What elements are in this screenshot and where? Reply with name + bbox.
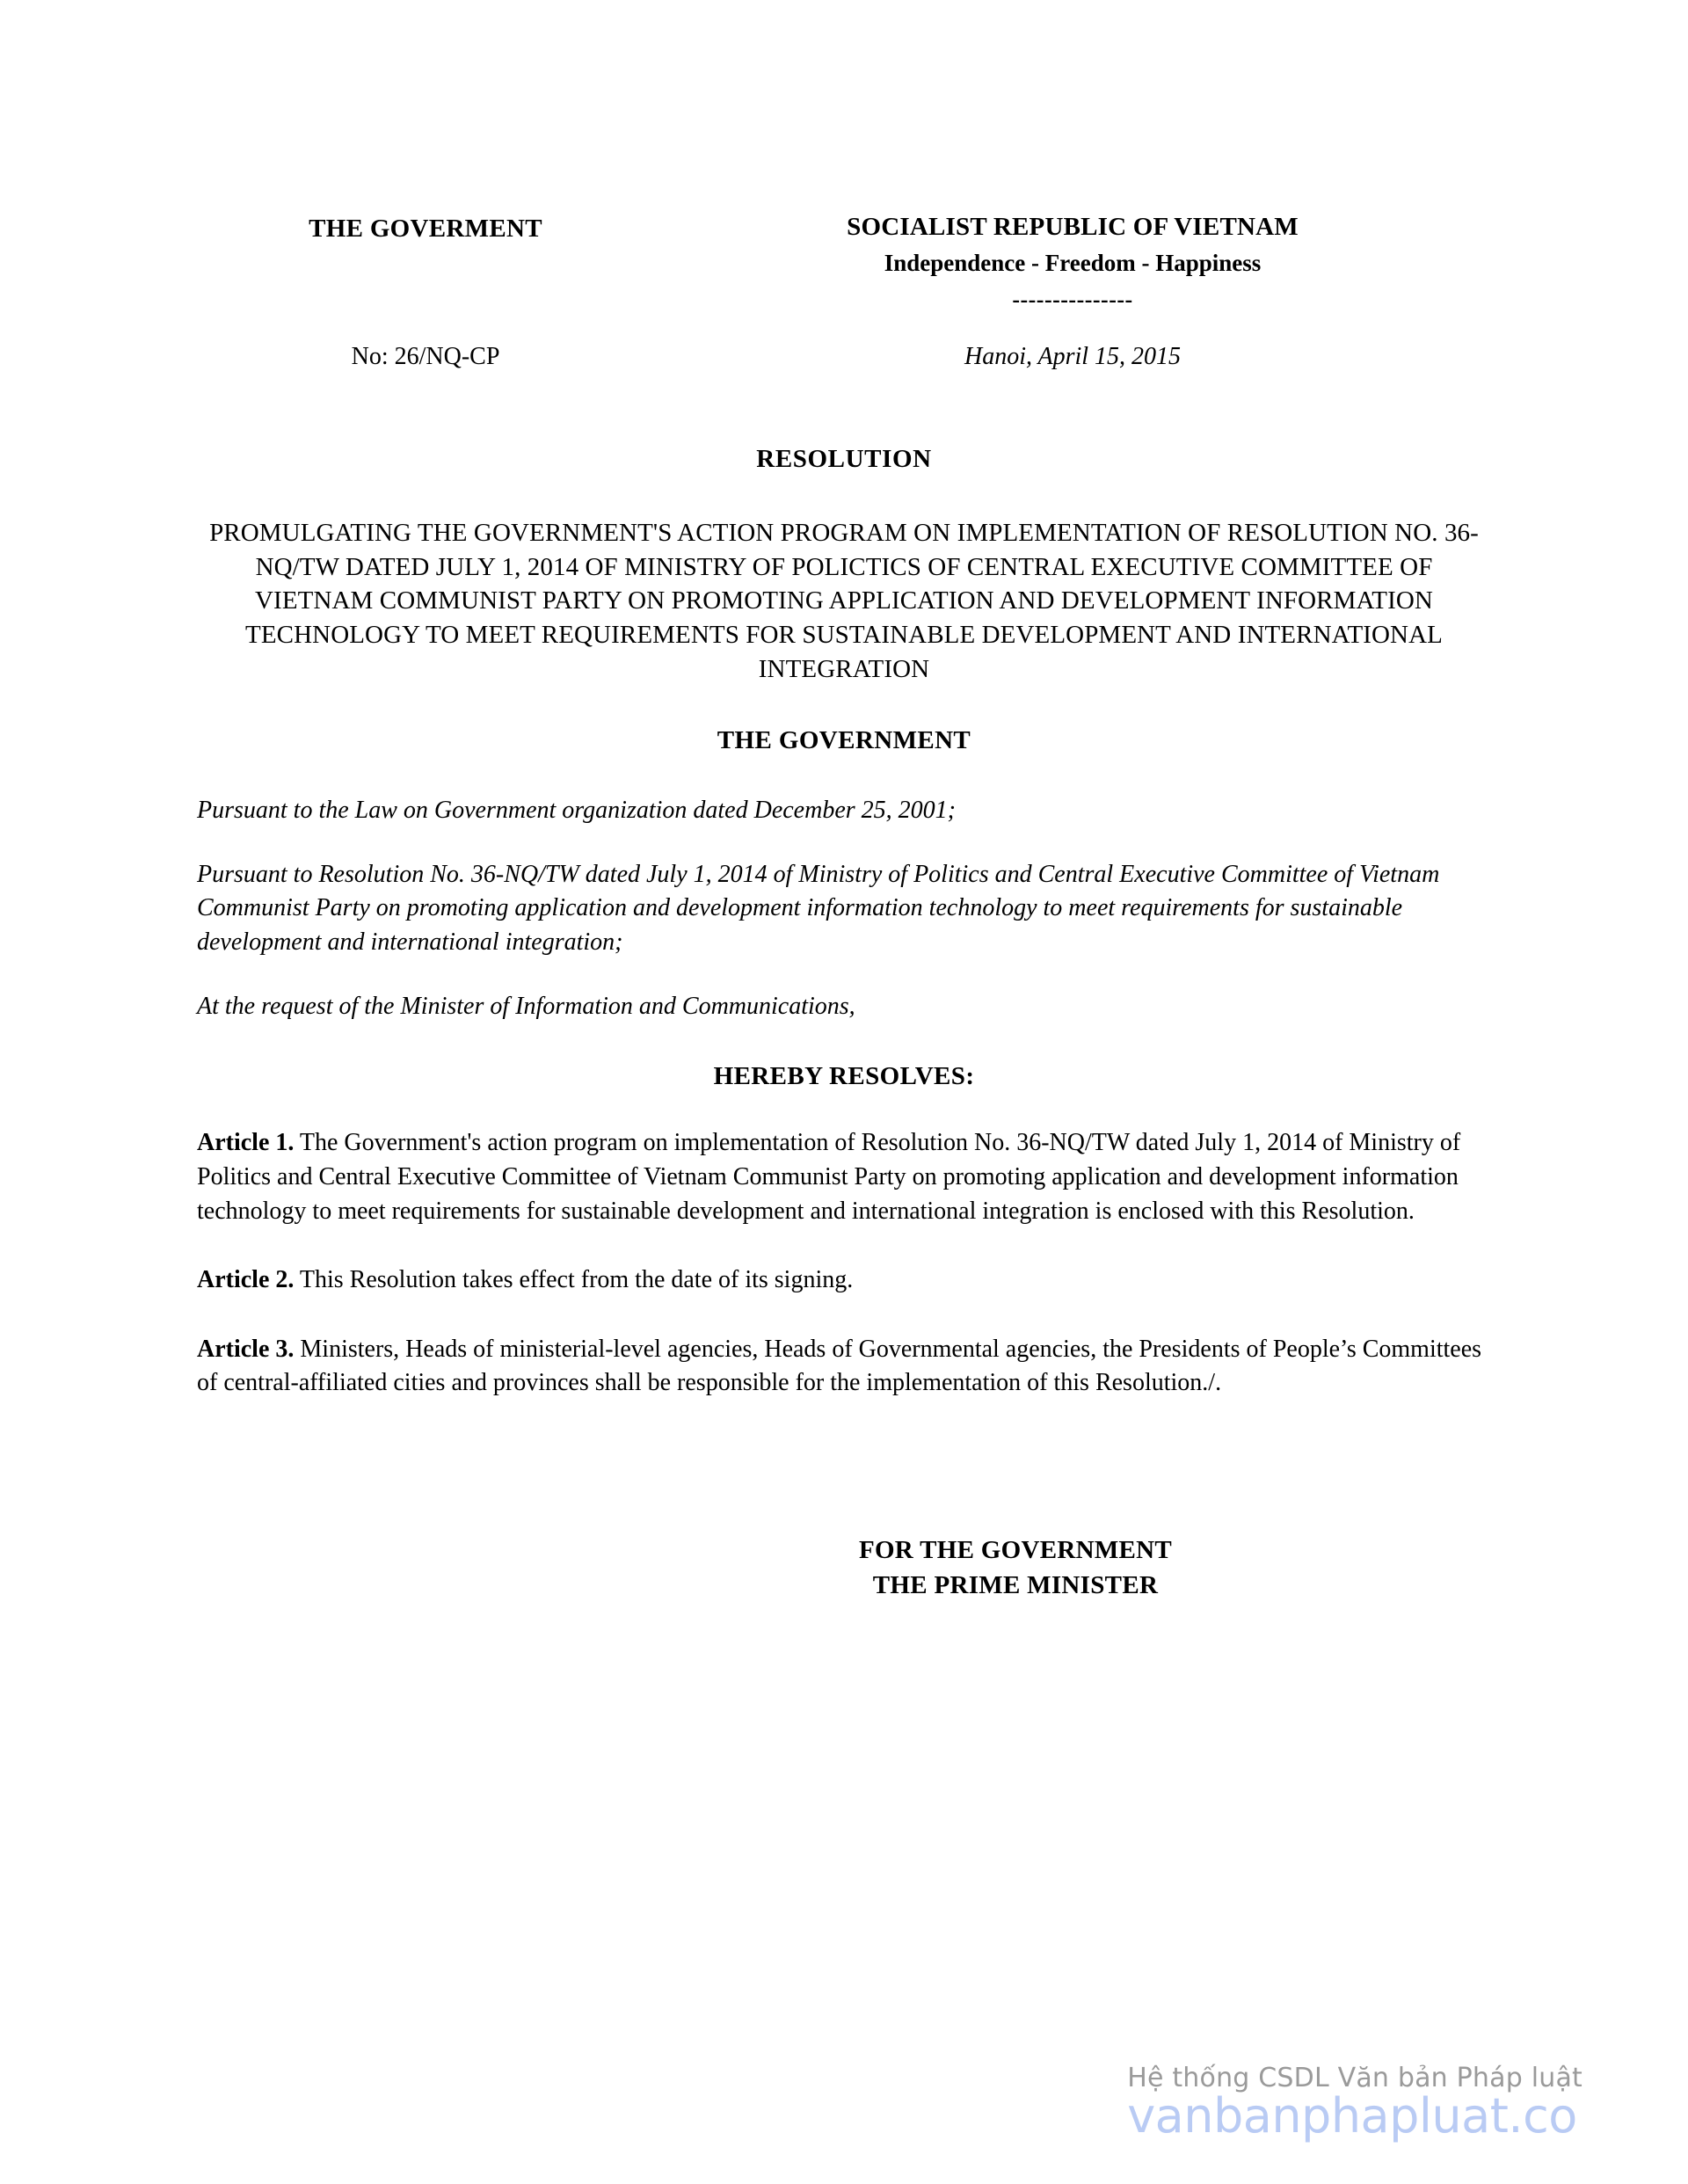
issuer-heading: THE GOVERNMENT xyxy=(717,726,971,755)
article-3 xyxy=(197,1333,1491,1401)
signature-block xyxy=(540,1532,1491,1603)
article-1 xyxy=(197,1126,1491,1228)
article-1-text: The Government's action program on implementation of Resolution No. 36-NQ/TW dated July 1, 2014 of Ministry of Politics and Central Executive Committee of Vietnam Communist Party on promoting application and development information technology to meet requirements for sustainable development and international integration is enclosed with this Resolution. xyxy=(197,1129,1461,1225)
article-3-text: Ministers, Heads of ministerial-level agencies, Heads of Governmental agencies, the Presidents of People’s Committees of central-affiliated cities and provinces shall be responsible for the implementation of this Resolution./. xyxy=(197,1335,1482,1397)
article-2-label: Article 2. xyxy=(197,1266,295,1294)
signature-line-1: FOR THE GOVERNMENT xyxy=(858,1536,1173,1565)
place-and-date: Hanoi, April 15, 2015 xyxy=(964,342,1182,370)
masthead-left-block xyxy=(197,211,654,244)
dashed-separator: --------------- xyxy=(1012,287,1133,313)
preamble-paragraph-1: Pursuant to the Law on Government organization dated December 25, 2001; xyxy=(197,797,956,825)
preamble-paragraph-3: At the request of the Minister of Information and Communications, xyxy=(197,992,855,1020)
masthead xyxy=(197,211,1491,313)
national-motto: Independence - Freedom - Happiness xyxy=(884,250,1262,277)
preamble-paragraph-2: Pursuant to Resolution No. 36-NQ/TW dated July 1, 2014 of Ministry of Politics and Central Executive Committee of Vietnam Communist Party on promoting application and development information technology to meet requirements for sustainable development and international integration; xyxy=(197,860,1440,957)
masthead-right-block xyxy=(654,211,1491,313)
watermark-domain: vanbanphapluat.co xyxy=(1127,2088,1577,2144)
document-number: No: 26/NQ-CP xyxy=(351,342,500,370)
signature-line-2: THE PRIME MINISTER xyxy=(872,1571,1159,1600)
article-1-label: Article 1. xyxy=(197,1129,295,1157)
site-watermark xyxy=(1127,2064,1582,2142)
article-2-text: This Resolution takes effect from the date of its signing. xyxy=(294,1266,854,1294)
hereby-resolves-heading: HEREBY RESOLVES: xyxy=(713,1062,975,1091)
article-2 xyxy=(197,1263,1491,1298)
country-name: SOCIALIST REPUBLIC OF VIETNAM xyxy=(847,213,1299,241)
document-type-heading: RESOLUTION xyxy=(756,445,932,474)
document-content xyxy=(197,0,1491,1603)
issuing-organization: THE GOVERMENT xyxy=(309,215,542,243)
article-3-label: Article 3. xyxy=(197,1335,295,1363)
document-meta-row xyxy=(197,341,1491,373)
document-subject-title: PROMULGATING THE GOVERNMENT'S ACTION PROGRAM ON IMPLEMENTATION OF RESOLUTION NO. 36-NQ/TW DATED JULY 1, 2014 OF MINISTRY OF POLICTICS OF CENTRAL EXECUTIVE COMMITTEE OF VIETNAM COMMUNIST PARTY ON PROMOTING APPLICATION AND DEVELOPMENT INFORMATION TECHNOLOGY TO MEET REQUIREMENTS FOR SUSTAINABLE DEVELOPMENT AND INTERNATIONAL INTEGRATION xyxy=(209,519,1479,683)
watermark-tagline: Hệ thống CSDL Văn bản Pháp luật xyxy=(1127,2062,1582,2093)
